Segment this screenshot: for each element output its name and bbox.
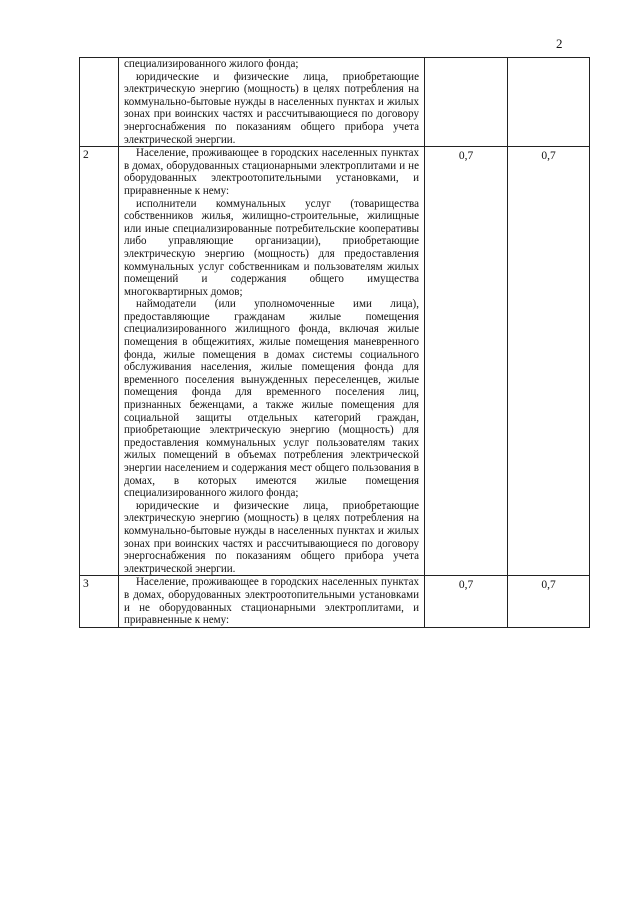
table-row xyxy=(80,58,590,147)
row-number-cell: 2 xyxy=(80,147,119,576)
paragraph: юридические и физические лица, приобретающие электрическую энергию (мощность) в целях потребления на коммунально-бытовые нужды в населенных пунктах и жилых зонах при воинских частях и рассчитывающиеся по договору энергоснабжения по показаниям общего прибора учета электрической энергии. xyxy=(124,499,419,575)
paragraph: специализированного жилого фонда; xyxy=(124,58,299,70)
paragraph: наймодатели (или уполномоченные ими лица), предоставляющие гражданам жилые помещения специализированного жилищного фонда, включая жилые помещения в общежитиях, жилые помещения маневренного фонда, жилые помещения в домах системы социального обслуживания населения, жилые помещения фонда для временного поселения вынужденных переселенцев, жилые помещения фонда для временного поселения лиц, признанных беженцами, а также жилые помещения для социальной защиты отдельных категорий граждан, приобретающие электрическую энергию (мощность) для предоставления коммунальных услуг пользователям таких жилых помещений в объемах потребления электрической энергии населением и содержания мест общего пользования в домах, в которых имеются жилые помещения специализированного жилого фонда; xyxy=(124,298,419,500)
value-cell-1: 0,7 xyxy=(425,147,508,576)
table-row xyxy=(80,147,590,576)
description-cell xyxy=(119,58,425,147)
table-row xyxy=(80,576,590,627)
row-number-cell: 3 xyxy=(80,576,119,627)
description-cell xyxy=(119,576,425,627)
paragraph: Население, проживающее в городских населенных пунктах в домах, оборудованных стационарными электроплитами и не оборудованных электроотопительными установками, и приравненные к нему: xyxy=(124,147,419,197)
value-cell-1 xyxy=(425,58,508,147)
description-cell xyxy=(119,147,425,576)
value-cell-2: 0,7 xyxy=(508,576,590,627)
page-number: 2 xyxy=(556,36,563,51)
paragraph: юридические и физические лица, приобретающие электрическую энергию (мощность) в целях потребления на коммунально-бытовые нужды в населенных пунктах и жилых зонах при воинских частях и рассчитывающиеся по договору энергоснабжения по показаниям общего прибора учета электрической энергии. xyxy=(124,70,419,146)
row-number-cell xyxy=(80,58,119,147)
paragraph: Население, проживающее в городских населенных пунктах в домах, оборудованных электроотопительными установками и не оборудованных стационарными электроплитами, и приравненные к нему: xyxy=(124,576,419,627)
paragraph: исполнители коммунальных услуг (товарищества собственников жилья, жилищно-строительные, жилищные или иные специализированные потребительские кооперативы либо управляющие организации), приобретающие электрическую энергию (мощность) для предоставления коммунальных услуг собственникам и пользователям жилых помещений и содержания общего имущества многоквартирных домов; xyxy=(124,197,419,298)
value-cell-2 xyxy=(508,58,590,147)
tariff-table xyxy=(79,57,590,628)
value-cell-1: 0,7 xyxy=(425,576,508,627)
value-cell-2: 0,7 xyxy=(508,147,590,576)
